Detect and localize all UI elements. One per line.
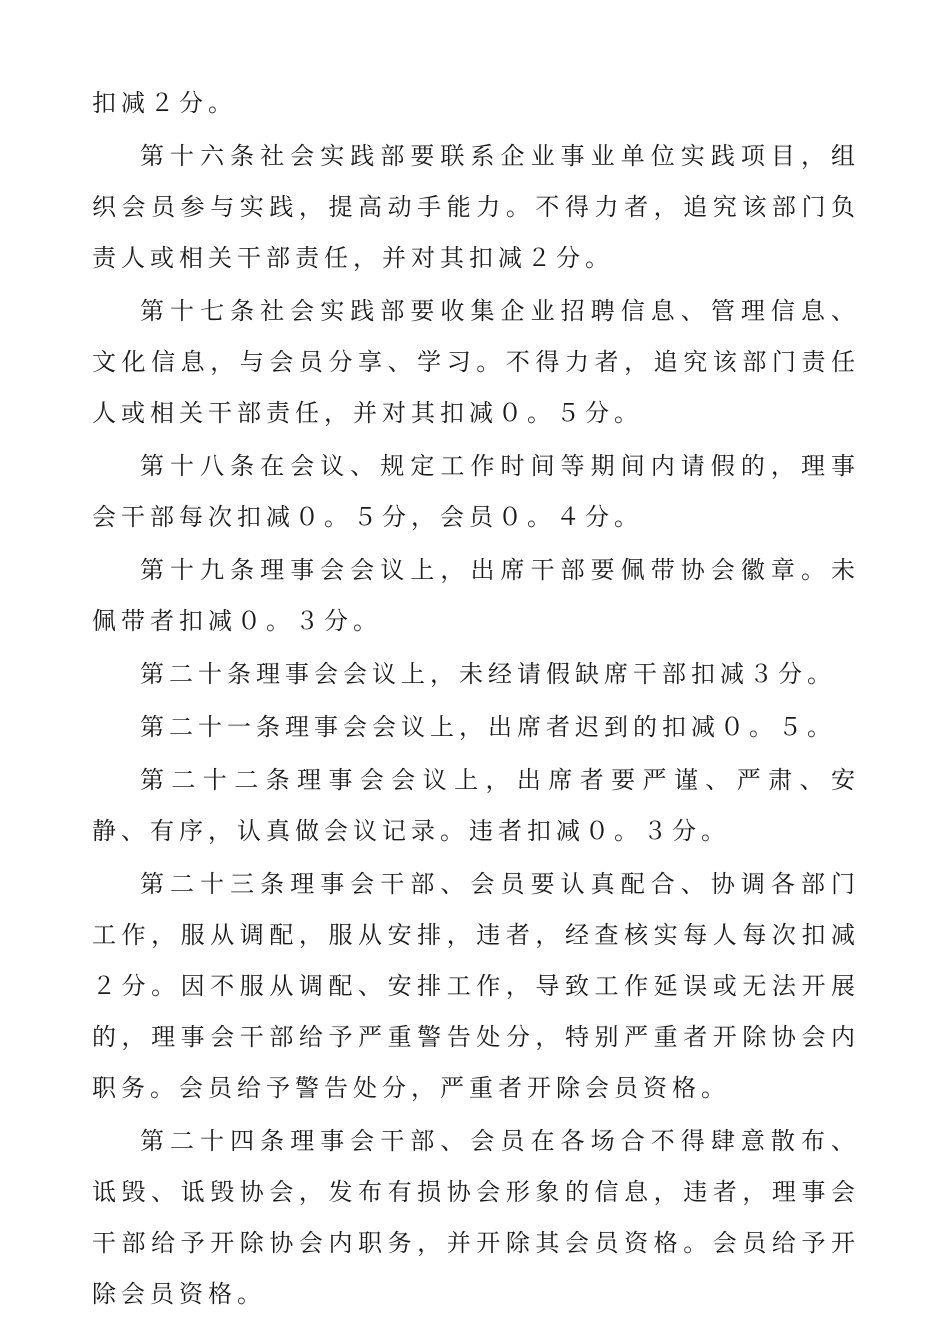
article-20: 第二十条理事会会议上，未经请假缺席干部扣减３分。 xyxy=(140,660,836,688)
article-19: 第十九条理事会会议上，出席干部要佩带协会徽章。未佩带者扣减０。３分。 xyxy=(92,556,860,635)
article-18: 第十八条在会议、规定工作时间等期间内请假的，理事会干部每次扣减０。５分，会员０。４分。 xyxy=(92,452,860,531)
article-24: 第二十四条理事会干部、会员在各场合不得肆意散布、诋毁、诋毁协会，发布有损协会形象的信息，违者，理事会干部给予开除协会内职务，并开除其会员资格。会员给予开除会员资格。 xyxy=(92,1127,860,1308)
paragraph-continuation: 扣减２分。 xyxy=(92,89,237,117)
article-22: 第二十二条理事会会议上，出席者要严谨、严肃、安静、有序，认真做会议记录。违者扣减０。３分。 xyxy=(92,766,860,845)
article-16: 第十六条社会实践部要联系企业事业单位实践项目，组织会员参与实践，提高动手能力。不得力者，追究该部门负责人或相关干部责任，并对其扣减２分。 xyxy=(92,142,860,272)
article-23: 第二十三条理事会干部、会员要认真配合、协调各部门工作，服从调配，服从安排，违者，经查核实每人每次扣减２分。因不服从调配、安排工作，导致工作延误或无法开展的，理事会干部给予严重警告处分，特别严重者开除协会内职务。会员给予警告处分，严重者开除会员资格。 xyxy=(92,870,860,1102)
article-17: 第十七条社会实践部要收集企业招聘信息、管理信息、文化信息，与会员分享、学习。不得力者，追究该部门责任人或相关干部责任，并对其扣减０。５分。 xyxy=(92,297,860,427)
document-body xyxy=(92,78,860,1322)
article-21: 第二十一条理事会会议上，出席者迟到的扣减０。５。 xyxy=(140,713,836,741)
